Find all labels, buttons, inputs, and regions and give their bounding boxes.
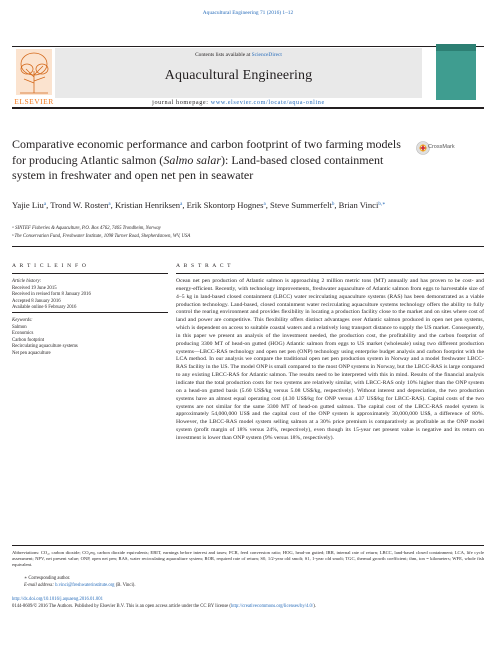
affiliation-rule bbox=[12, 246, 484, 247]
article-info-rule bbox=[12, 273, 168, 274]
email-link[interactable]: b.vinci@freshwaterinstitute.org bbox=[55, 583, 115, 588]
author-affiliation-mark[interactable]: a bbox=[43, 202, 47, 207]
affiliation-a: ᵃ SINTEF Fisheries & Aquaculture, P.O. Box 4762, 7465 Trondheim, Norway bbox=[12, 226, 161, 231]
author-name[interactable]: Yajie Liu bbox=[12, 200, 44, 210]
abbreviations-footnote: Abbreviations: CO₂, carbon dioxide; CO₂eq, carbon dioxide equivalents; EBIT, earnings before interest and taxes; FCR, feed conversion ratio; HOG, head-on gutted; IRR, internal rate of return; LBCC, land-based closed containment; LCA, life cycle assessment; NPV, net present value; ONP, open net pen; RAS, water recirculating aquaculture system; ROR, required rate of return; S0, 1/2-year old smolt; S1, 1-year old smolt; TGC, thermal growth coefficient; thm, ton = kilometers; WFE, whole fish equivalent. bbox=[12, 550, 484, 568]
journal-homepage-line bbox=[55, 99, 422, 106]
top-rule bbox=[12, 46, 484, 47]
journal-title: Aquacultural Engineering bbox=[164, 68, 313, 83]
email-line bbox=[24, 583, 136, 588]
homepage-label: journal homepage: bbox=[152, 99, 211, 106]
article-info-heading: A R T I C L E I N F O bbox=[12, 263, 88, 269]
author-affiliation-mark[interactable]: b,∗ bbox=[378, 202, 386, 207]
author-name[interactable]: Steve Summerfelt bbox=[270, 200, 332, 210]
running-header-citation[interactable]: Aquacultural Engineering 71 (2016) 1–12 bbox=[202, 10, 294, 16]
corresponding-author-note: ∗ Corresponding author. bbox=[24, 576, 71, 581]
author-affiliation-mark[interactable]: b bbox=[331, 202, 335, 207]
author-name[interactable]: Erik Skontorp Hognes bbox=[186, 200, 264, 210]
author-affiliation-mark[interactable]: a bbox=[263, 202, 266, 207]
author-name[interactable]: Kristian Henriksen bbox=[114, 200, 181, 210]
doi-link[interactable]: http://dx.doi.org/10.1016/j.aquaeng.2016.01.001 bbox=[12, 597, 103, 602]
copyright-end: ). bbox=[313, 604, 316, 609]
journal-cover-band bbox=[436, 44, 476, 51]
article-history-list bbox=[12, 286, 91, 312]
journal-cover-thumbnail[interactable] bbox=[436, 44, 476, 100]
article-title bbox=[12, 137, 408, 184]
homepage-link[interactable]: www.elsevier.com/locate/aqua-online bbox=[210, 99, 325, 106]
keyword-item: Carbon footprint bbox=[12, 337, 45, 343]
keyword-item: Economics bbox=[12, 331, 34, 337]
author-name[interactable]: Trond W. Rosten bbox=[50, 200, 109, 210]
masthead-rule bbox=[12, 107, 484, 109]
affiliation-b: ᵇ The Conservation Fund, Freshwater Institute, 1098 Turner Road, Shepherdstown, WV, USA bbox=[12, 234, 191, 239]
footnote-rule bbox=[12, 545, 484, 546]
history-item: Received 19 June 2015 bbox=[12, 286, 57, 291]
license-link[interactable]: http://creativecommons.org/licenses/by/4.0/ bbox=[230, 604, 314, 609]
title-part-1: Comparative economic performance and carbon footprint of two farming models for producing Atlantic salmon ( bbox=[12, 137, 401, 167]
keywords-heading: Keywords: bbox=[12, 318, 33, 323]
abstract-heading: A B S T R A C T bbox=[176, 263, 232, 269]
history-item: Available online 6 February 2016 bbox=[12, 305, 77, 311]
contents-text: Contents lists available at bbox=[195, 52, 252, 58]
history-item: Accepted 8 January 2016 bbox=[12, 298, 61, 304]
abstract-rule bbox=[176, 273, 484, 274]
author-affiliation-mark[interactable]: a bbox=[108, 202, 111, 207]
keywords-list bbox=[12, 325, 78, 357]
crossmark-label[interactable]: CrossMark bbox=[428, 144, 455, 150]
history-item: Received in revised form 8 January 2016 bbox=[12, 292, 91, 298]
keywords-rule bbox=[12, 312, 168, 313]
author-affiliation-mark[interactable]: a bbox=[180, 202, 183, 207]
author-list: Yajie Liu$^a$, Trond W. Rosten$^a$, Kristian Henriksen$^a$, Erik Skontorp Hognes$^a$, Steve Summerfelt$^b$, Brian Vinci$^{b,∗}$ bbox=[12, 200, 386, 210]
abstract-text: Ocean net pen production of Atlantic salmon is approaching 2 million metric tons (MT) annually and has proven to be cost- and energy-efficient. Recently, with technology improvements, freshwater aquaculture of Atlantic salmon from eggs to harvestable size of 4–5 kg in land-based closed containment (LBCC) water recirculating aquaculture systems (RAS) has been demonstrated as a viable production technology. Land-based, closed containment water recirculating aquaculture systems technology offers the ability to fully control the rearing environment and provides flexibility in locating a production facility close to the market and on sites where cost of land and power are competitive. This flexibility offers distinct advantages over Atlantic salmon produced in open net pen systems, which is dependent on access to suitable coastal waters and a relatively long transport distance to supply the US market. Consequently, in this paper we present an analysis of the investment needed, the production cost, the profitability and the carbon footprint of producing 3300 MT of head-on gutted (HOG) Atlantic salmon from eggs to US market (wholesale) using two different production systems—LBCC-RAS technology and open net pen (ONP) technology using enterprise budget analysis and carbon footprint with the LCA method. In our analysis we compare the traditional open net pen production system in Norway and a model freshwater LBCC-RAS facility in the US. The model ONP is small compared to the most ONP systems in Norway, but the LBCC-RAS is large compared to any existing LBCC-RAS for Atlantic salmon. The results need to be interpreted with this in mind. Results of the financial analysis indicate that the total production costs for two systems are relatively similar, with LBCC-RAS only 10% higher than the ONP system on a head-on gutted basis (5.60 US$/kg versus 5.08 US$/kg, respectively). Without interest and depreciation, the two production systems have an almost equal operating cost (4.30 US$/kg for ONP versus 4.37 US$/kg for LBCC-RAS). Capital costs of the two systems are not similar for the same 3300 MT of head-on gutted salmon. The capital cost of the LBCC-RAS model system is approximately 54,000,000 US$ and the capital cost of the ONP system is approximately 30,000,000 US$, a difference of 80%. However, the LBCC-RAS model system selling salmon at a 30% price premium is comparatively as profitable as the ONP model system (profit margin of 18% versus 24%, respectively), even though its 15-year net present value is negative and its return on investment is lower than ONP system (9% versus 18%, respectively). bbox=[176, 278, 484, 441]
publisher-name: ELSEVIER bbox=[14, 97, 54, 106]
email-suffix: (B. Vinci). bbox=[114, 583, 136, 588]
copyright-text: 0144-8609/© 2016 The Authors. Published by Elsevier B.V. This is an open access article under the CC BY license ( bbox=[12, 604, 231, 609]
title-species: Salmo salar bbox=[163, 152, 221, 167]
title-part-2: ): Land-based closed containment system in freshwater and open net pen in seawater bbox=[12, 152, 384, 182]
contents-available-line bbox=[55, 52, 422, 58]
author-name[interactable]: Brian Vinci bbox=[338, 200, 379, 210]
sciencedirect-link[interactable]: ScienceDirect bbox=[251, 52, 282, 58]
copyright-line bbox=[12, 604, 316, 609]
keyword-item: Net pen aquaculture bbox=[12, 350, 51, 356]
keyword-item: Salmon bbox=[12, 325, 27, 330]
article-history-heading: Article history: bbox=[12, 279, 42, 284]
email-label: E-mail address: bbox=[24, 583, 56, 588]
keyword-item: Recirculating aquaculture systems bbox=[12, 344, 78, 350]
